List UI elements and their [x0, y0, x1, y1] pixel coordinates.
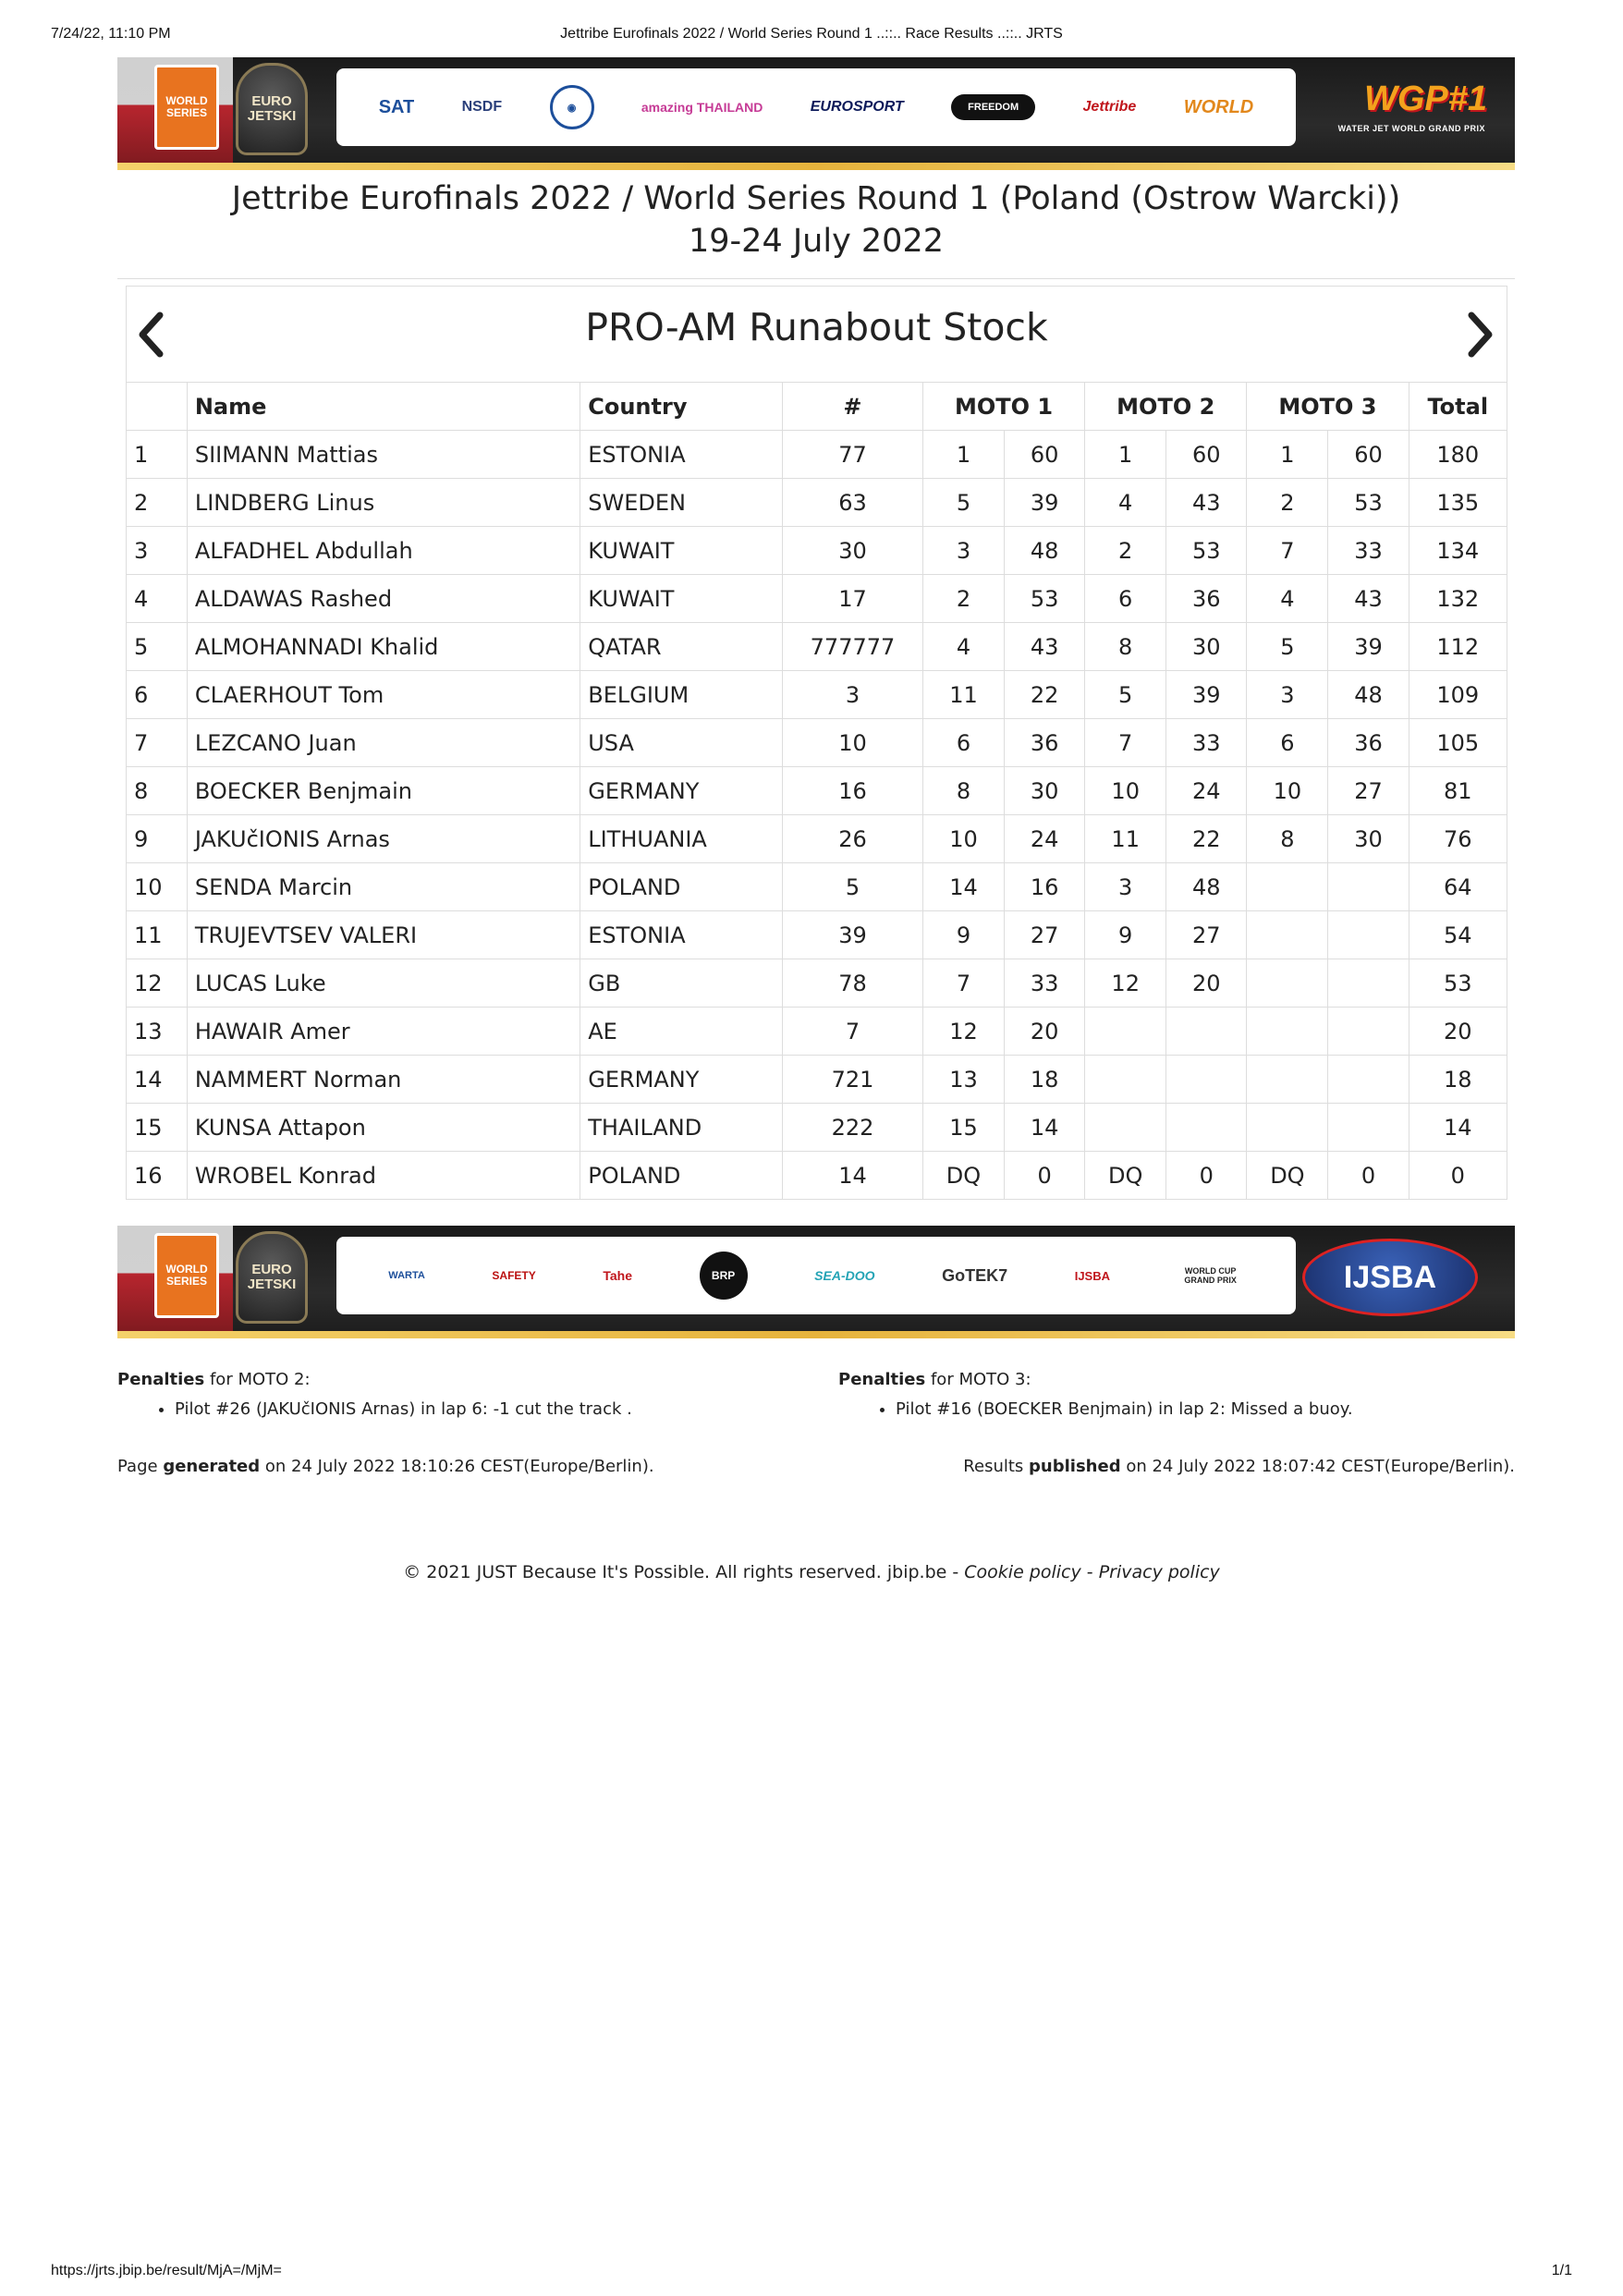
cell-moto2-position: 4: [1085, 479, 1166, 527]
published-info: Results published on 24 July 2022 18:07:42 CEST(Europe/Berlin).: [963, 1457, 1515, 1476]
cell-rank: 15: [127, 1104, 188, 1152]
table-row: [127, 767, 1507, 815]
cell-rank: 14: [127, 1056, 188, 1104]
cell-moto1-position: 13: [922, 1056, 1004, 1104]
cell-moto3-points: [1328, 911, 1409, 959]
cell-name: KUNSA Attapon: [187, 1104, 580, 1152]
results-body: [127, 431, 1507, 1200]
cell-moto3-position: [1247, 1056, 1328, 1104]
cell-moto1-points: 18: [1005, 1056, 1085, 1104]
cell-number: 777777: [783, 623, 923, 671]
cell-moto3-position: 5: [1247, 623, 1328, 671]
cell-number: 77: [783, 431, 923, 479]
cell-moto1-points: 48: [1005, 527, 1085, 575]
cell-total: 132: [1409, 575, 1507, 623]
cell-country: POLAND: [580, 1152, 783, 1200]
cell-moto1-position: 7: [922, 959, 1004, 1008]
table-row: [127, 815, 1507, 863]
cell-moto1-position: 15: [922, 1104, 1004, 1152]
copyright-text: © 2021 JUST Because It's Possible. All rights reserved. jbip.be -: [403, 1562, 959, 1582]
cell-moto1-points: 33: [1005, 959, 1085, 1008]
cell-total: 112: [1409, 623, 1507, 671]
banner-gold-stripe-bottom: [117, 1331, 1515, 1338]
penalties-moto2-label: for MOTO 2:: [209, 1370, 311, 1389]
cell-country: BELGIUM: [580, 671, 783, 719]
penalties-moto3-list: [896, 1400, 1353, 1419]
cell-moto1-points: 43: [1005, 623, 1085, 671]
cell-moto1-position: 2: [922, 575, 1004, 623]
print-page-number: 1/1: [1551, 2263, 1572, 2278]
cell-moto3-position: 2: [1247, 479, 1328, 527]
cell-moto3-points: 60: [1328, 431, 1409, 479]
world-logo: WORLD: [1183, 96, 1254, 117]
ijsba-logo: IJSBA: [1074, 1268, 1111, 1283]
cell-rank: 11: [127, 911, 188, 959]
wgp-logo: WGP#1: [1363, 79, 1487, 118]
cell-country: USA: [580, 719, 783, 767]
results-table: [126, 382, 1507, 1200]
cell-moto1-position: 8: [922, 767, 1004, 815]
cell-number: 16: [783, 767, 923, 815]
cell-moto2-points: 24: [1166, 767, 1247, 815]
gotek-logo: GoTEK7: [942, 1265, 1008, 1285]
cell-total: 20: [1409, 1008, 1507, 1056]
cell-moto1-points: 27: [1005, 911, 1085, 959]
euro-finals-logo-bottom: EURO JETSKI: [236, 1231, 308, 1324]
cell-total: 105: [1409, 719, 1507, 767]
cell-moto3-points: 53: [1328, 479, 1409, 527]
cell-number: 5: [783, 863, 923, 911]
table-row: [127, 575, 1507, 623]
col-moto1-header: MOTO 1: [922, 383, 1084, 431]
cell-total: 134: [1409, 527, 1507, 575]
cell-moto2-position: 8: [1085, 623, 1166, 671]
cell-moto3-position: [1247, 1008, 1328, 1056]
cell-moto3-position: 7: [1247, 527, 1328, 575]
top-sponsor-panel: [336, 68, 1296, 146]
cell-number: 63: [783, 479, 923, 527]
cell-moto3-points: [1328, 1056, 1409, 1104]
cell-moto1-points: 53: [1005, 575, 1085, 623]
cell-moto2-points: 36: [1166, 575, 1247, 623]
penalties-moto2: [117, 1370, 632, 1419]
cell-moto1-points: 0: [1005, 1152, 1085, 1200]
col-total-header: Total: [1409, 383, 1507, 431]
cell-rank: 13: [127, 1008, 188, 1056]
col-rank-header: [127, 383, 188, 431]
cell-moto2-points: [1166, 1008, 1247, 1056]
generation-info: [117, 1457, 1515, 1476]
penalties-moto3: [838, 1370, 1353, 1419]
generated-info: Page generated on 24 July 2022 18:10:26 CEST(Europe/Berlin).: [117, 1457, 654, 1476]
cell-number: 3: [783, 671, 923, 719]
cell-moto1-points: 30: [1005, 767, 1085, 815]
table-row: [127, 527, 1507, 575]
cell-rank: 12: [127, 959, 188, 1008]
cell-rank: 1: [127, 431, 188, 479]
cell-moto3-position: 4: [1247, 575, 1328, 623]
cell-country: KUWAIT: [580, 575, 783, 623]
association-seal-logo: ◉: [550, 85, 594, 129]
cell-moto1-position: 5: [922, 479, 1004, 527]
cell-moto3-position: 10: [1247, 767, 1328, 815]
print-url: https://jrts.jbip.be/result/MjA=/MjM=: [51, 2263, 282, 2278]
cell-moto1-points: 22: [1005, 671, 1085, 719]
cell-moto3-position: [1247, 959, 1328, 1008]
cell-rank: 3: [127, 527, 188, 575]
cell-rank: 5: [127, 623, 188, 671]
cell-moto2-points: 48: [1166, 863, 1247, 911]
cell-moto1-position: 11: [922, 671, 1004, 719]
banner-gold-stripe: [117, 163, 1515, 170]
cell-moto1-points: 39: [1005, 479, 1085, 527]
cell-moto3-position: [1247, 911, 1328, 959]
cell-rank: 4: [127, 575, 188, 623]
cell-moto2-points: 60: [1166, 431, 1247, 479]
cell-rank: 10: [127, 863, 188, 911]
cell-name: NAMMERT Norman: [187, 1056, 580, 1104]
cell-moto2-position: 3: [1085, 863, 1166, 911]
print-datetime: 7/24/22, 11:10 PM: [51, 26, 171, 42]
cell-moto2-position: [1085, 1008, 1166, 1056]
site-footer: [0, 1562, 1623, 1582]
cell-country: GERMANY: [580, 1056, 783, 1104]
cell-number: 30: [783, 527, 923, 575]
table-row: [127, 623, 1507, 671]
cell-moto1-points: 16: [1005, 863, 1085, 911]
cell-country: POLAND: [580, 863, 783, 911]
cell-moto1-points: 24: [1005, 815, 1085, 863]
cell-country: ESTONIA: [580, 431, 783, 479]
next-class-button[interactable]: [1457, 309, 1505, 360]
class-navigation-bar: [126, 286, 1507, 382]
cell-name: BOECKER Benjmain: [187, 767, 580, 815]
col-number-header: #: [783, 383, 923, 431]
cell-moto3-points: 39: [1328, 623, 1409, 671]
cell-moto2-points: 53: [1166, 527, 1247, 575]
cell-number: 17: [783, 575, 923, 623]
cell-moto2-points: 30: [1166, 623, 1247, 671]
cell-name: LINDBERG Linus: [187, 479, 580, 527]
cell-total: 0: [1409, 1152, 1507, 1200]
cell-moto2-points: [1166, 1104, 1247, 1152]
table-row: [127, 719, 1507, 767]
heading-divider: [117, 278, 1515, 279]
cell-name: LEZCANO Juan: [187, 719, 580, 767]
cell-moto1-points: 36: [1005, 719, 1085, 767]
safety-logo: SAFETY: [492, 1269, 536, 1282]
jettribe-logo: Jettribe: [1082, 99, 1137, 115]
ijsba-big-logo: IJSBA: [1302, 1239, 1478, 1316]
cell-moto1-points: 60: [1005, 431, 1085, 479]
cell-country: ESTONIA: [580, 911, 783, 959]
bottom-sponsor-banner: [117, 1226, 1515, 1338]
col-name-header: Name: [187, 383, 580, 431]
cell-moto2-position: 10: [1085, 767, 1166, 815]
cell-moto3-points: [1328, 1104, 1409, 1152]
cell-rank: 6: [127, 671, 188, 719]
cell-moto1-position: 4: [922, 623, 1004, 671]
cell-moto3-position: [1247, 863, 1328, 911]
cell-moto3-points: [1328, 863, 1409, 911]
cell-moto1-points: 20: [1005, 1008, 1085, 1056]
world-series-logo: WORLD SERIES: [154, 65, 219, 150]
col-country-header: Country: [580, 383, 783, 431]
world-series-logo-bottom: WORLD SERIES: [154, 1233, 219, 1318]
cell-moto1-position: 3: [922, 527, 1004, 575]
cell-number: 7: [783, 1008, 923, 1056]
tahe-logo: Tahe: [603, 1268, 632, 1283]
event-dates: 19-24 July 2022: [689, 223, 944, 260]
cell-number: 14: [783, 1152, 923, 1200]
cell-moto1-position: 6: [922, 719, 1004, 767]
cell-moto1-points: 14: [1005, 1104, 1085, 1152]
cell-moto3-position: 3: [1247, 671, 1328, 719]
cell-total: 53: [1409, 959, 1507, 1008]
cell-moto2-points: 0: [1166, 1152, 1247, 1200]
seadoo-logo: SEA-DOO: [814, 1268, 875, 1283]
cell-country: GB: [580, 959, 783, 1008]
cell-moto1-position: 14: [922, 863, 1004, 911]
cell-name: SIIMANN Mattias: [187, 431, 580, 479]
cell-total: 64: [1409, 863, 1507, 911]
cell-moto2-position: 12: [1085, 959, 1166, 1008]
cell-country: LITHUANIA: [580, 815, 783, 863]
cell-moto2-points: 22: [1166, 815, 1247, 863]
eurosport-logo: EUROSPORT: [810, 99, 904, 115]
cell-number: 26: [783, 815, 923, 863]
cell-moto2-position: 9: [1085, 911, 1166, 959]
cell-rank: 8: [127, 767, 188, 815]
cell-moto2-points: 39: [1166, 671, 1247, 719]
table-row: [127, 671, 1507, 719]
penalty-item: • Pilot #26 (JAKUčIONIS Arnas) in lap 6: -1 cut the track .: [175, 1400, 632, 1419]
event-heading: [117, 177, 1515, 263]
cell-moto2-points: 43: [1166, 479, 1247, 527]
nsdf-logo: NSDF: [461, 99, 503, 115]
cell-country: SWEDEN: [580, 479, 783, 527]
privacy-policy-link[interactable]: Privacy policy: [1098, 1562, 1220, 1582]
cell-moto3-points: [1328, 1008, 1409, 1056]
bottom-sponsor-panel: [336, 1237, 1296, 1314]
cell-rank: 16: [127, 1152, 188, 1200]
penalties-moto2-list: [175, 1400, 632, 1419]
cell-moto2-position: 2: [1085, 527, 1166, 575]
table-row: [127, 959, 1507, 1008]
results-card: [126, 286, 1507, 1200]
cell-name: ALDAWAS Rashed: [187, 575, 580, 623]
cell-moto3-position: [1247, 1104, 1328, 1152]
cell-moto1-position: 10: [922, 815, 1004, 863]
cell-total: 180: [1409, 431, 1507, 479]
cell-number: 10: [783, 719, 923, 767]
table-row: [127, 863, 1507, 911]
cell-total: 18: [1409, 1056, 1507, 1104]
cell-moto1-position: 1: [922, 431, 1004, 479]
cell-moto3-points: 0: [1328, 1152, 1409, 1200]
euro-finals-logo: EURO JETSKI: [236, 63, 308, 155]
cell-number: 222: [783, 1104, 923, 1152]
cookie-policy-link[interactable]: Cookie policy: [964, 1562, 1081, 1582]
cell-moto2-position: 7: [1085, 719, 1166, 767]
table-row: [127, 1008, 1507, 1056]
cell-moto3-position: 6: [1247, 719, 1328, 767]
cell-moto2-position: 1: [1085, 431, 1166, 479]
cell-country: GERMANY: [580, 767, 783, 815]
cell-moto3-points: 27: [1328, 767, 1409, 815]
cell-moto3-points: 30: [1328, 815, 1409, 863]
warta-crest-logo: WARTA: [388, 1270, 425, 1281]
table-row: [127, 431, 1507, 479]
cell-moto3-points: 33: [1328, 527, 1409, 575]
cell-moto2-position: 11: [1085, 815, 1166, 863]
cell-name: SENDA Marcin: [187, 863, 580, 911]
penalties-label-moto2: Penalties: [117, 1370, 205, 1389]
cell-moto3-points: [1328, 959, 1409, 1008]
results-header-row: [127, 383, 1507, 431]
cell-country: AE: [580, 1008, 783, 1056]
amazing-thailand-logo: amazing THAILAND: [641, 100, 763, 115]
cell-moto2-points: 20: [1166, 959, 1247, 1008]
cell-name: LUCAS Luke: [187, 959, 580, 1008]
cell-moto2-position: 6: [1085, 575, 1166, 623]
world-cup-logo: WORLD CUP GRAND PRIX: [1184, 1266, 1237, 1285]
class-title: PRO-AM Runabout Stock: [585, 305, 1048, 349]
penalties-moto3-label: for MOTO 3:: [930, 1370, 1031, 1389]
cell-country: KUWAIT: [580, 527, 783, 575]
cell-name: TRUJEVTSEV VALERI: [187, 911, 580, 959]
cell-moto3-position: 1: [1247, 431, 1328, 479]
cell-total: 81: [1409, 767, 1507, 815]
cell-moto3-points: 36: [1328, 719, 1409, 767]
cell-moto2-points: [1166, 1056, 1247, 1104]
cell-total: 76: [1409, 815, 1507, 863]
cell-moto1-position: DQ: [922, 1152, 1004, 1200]
table-row: [127, 1104, 1507, 1152]
table-row: [127, 911, 1507, 959]
cell-name: HAWAIR Amer: [187, 1008, 580, 1056]
cell-total: 54: [1409, 911, 1507, 959]
cell-number: 78: [783, 959, 923, 1008]
col-moto3-header: MOTO 3: [1247, 383, 1409, 431]
table-row: [127, 1152, 1507, 1200]
cell-country: QATAR: [580, 623, 783, 671]
cell-name: CLAERHOUT Tom: [187, 671, 580, 719]
penalty-item: • Pilot #16 (BOECKER Benjmain) in lap 2: Missed a buoy.: [896, 1400, 1353, 1419]
cell-moto2-position: DQ: [1085, 1152, 1166, 1200]
cell-total: 109: [1409, 671, 1507, 719]
table-row: [127, 1056, 1507, 1104]
cell-moto2-position: [1085, 1056, 1166, 1104]
freedom-racing-logo: FREEDOM: [951, 94, 1035, 120]
chevron-right-icon: [1467, 311, 1495, 358]
cell-moto1-position: 12: [922, 1008, 1004, 1056]
cell-moto3-points: 43: [1328, 575, 1409, 623]
sat-logo: SAT: [378, 96, 415, 117]
cell-moto1-position: 9: [922, 911, 1004, 959]
cell-rank: 2: [127, 479, 188, 527]
wgp-subtitle: WATER JET WORLD GRAND PRIX: [1337, 124, 1485, 133]
cell-name: ALFADHEL Abdullah: [187, 527, 580, 575]
event-title: Jettribe Eurofinals 2022 / World Series Round 1 (Poland (Ostrow Warcki)): [231, 180, 1401, 217]
cell-moto3-position: DQ: [1247, 1152, 1328, 1200]
cell-country: THAILAND: [580, 1104, 783, 1152]
cell-total: 14: [1409, 1104, 1507, 1152]
cell-name: ALMOHANNADI Khalid: [187, 623, 580, 671]
top-sponsor-banner: [117, 57, 1515, 170]
print-header: [51, 26, 1572, 48]
cell-moto2-position: [1085, 1104, 1166, 1152]
cell-number: 39: [783, 911, 923, 959]
cell-name: JAKUčIONIS Arnas: [187, 815, 580, 863]
penalties-label-moto3: Penalties: [838, 1370, 926, 1389]
col-moto2-header: MOTO 2: [1085, 383, 1247, 431]
cell-moto2-points: 27: [1166, 911, 1247, 959]
footer-separator: -: [1086, 1562, 1093, 1582]
cell-name: WROBEL Konrad: [187, 1152, 580, 1200]
table-row: [127, 479, 1507, 527]
cell-number: 721: [783, 1056, 923, 1104]
cell-total: 135: [1409, 479, 1507, 527]
cell-moto2-points: 33: [1166, 719, 1247, 767]
cell-rank: 9: [127, 815, 188, 863]
brp-logo: BRP: [700, 1252, 748, 1300]
cell-moto3-points: 48: [1328, 671, 1409, 719]
print-title: Jettribe Eurofinals 2022 / World Series Round 1 ..::.. Race Results ..::.. JRTS: [560, 26, 1063, 42]
print-footer: [51, 2263, 1572, 2279]
cell-moto3-position: 8: [1247, 815, 1328, 863]
cell-moto2-position: 5: [1085, 671, 1166, 719]
cell-rank: 7: [127, 719, 188, 767]
